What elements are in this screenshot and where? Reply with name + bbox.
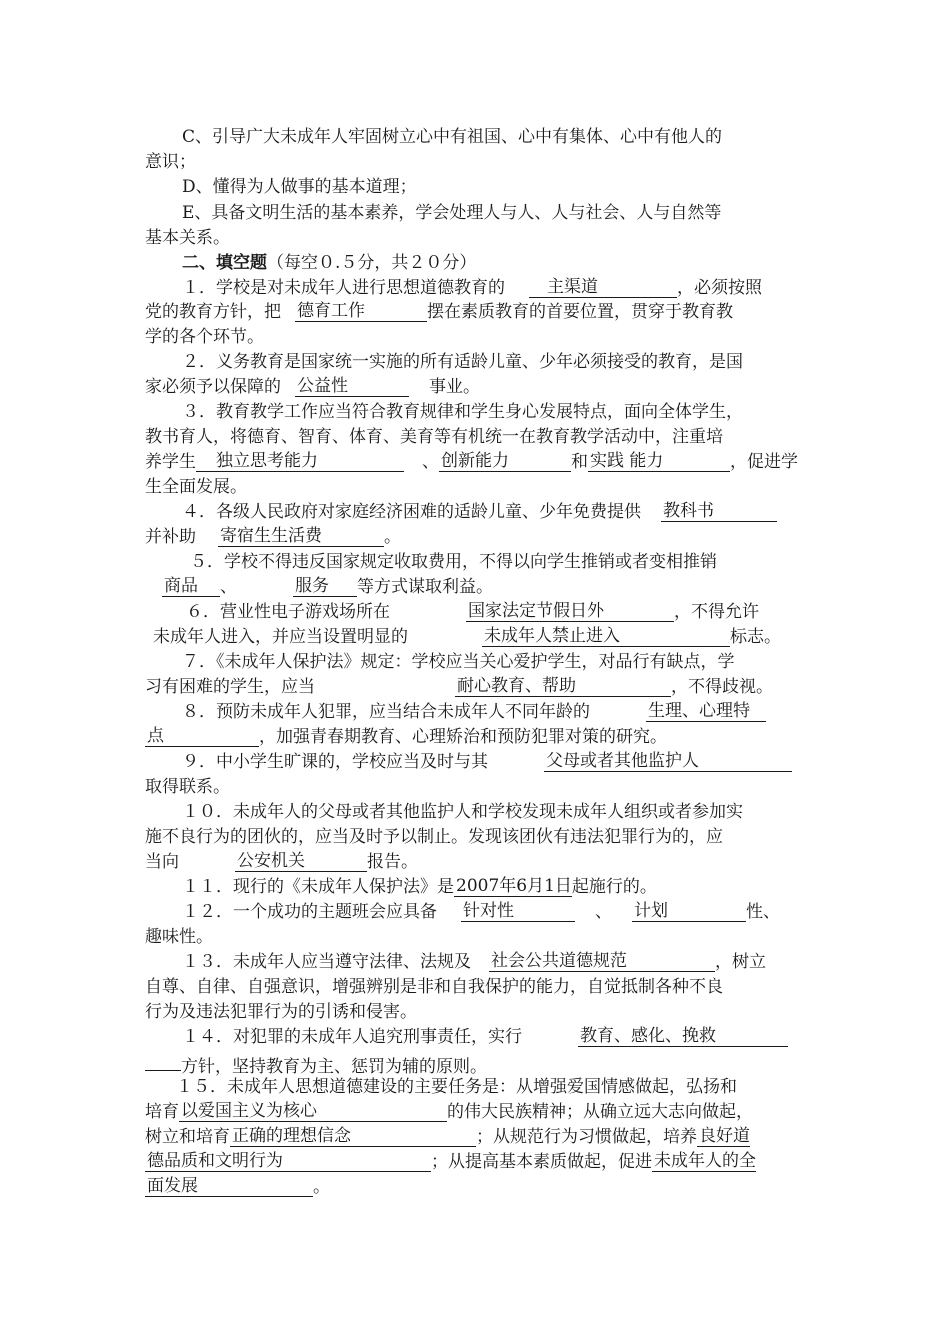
q10-line-3: 当向 公安机关 报告。 [145, 851, 418, 872]
q14-line-2: 方针，坚持教育为主、惩罚为辅的原则。 [145, 1050, 487, 1074]
q10-answer-1: 公安机关 [235, 851, 367, 872]
q6-answer-1: 国家法定节假日外 [466, 601, 674, 622]
q3-answer-2: 创新能力 [439, 451, 571, 472]
q15-answer-3b: 德品质和文明行为 [145, 1151, 431, 1172]
q15-answer-2: 正确的理想信念 [230, 1126, 476, 1147]
q2-answer-1: 公益性 [295, 376, 409, 397]
q1-answer-2: 德育工作 [295, 301, 427, 322]
q14-answer-1: 教育、感化、挽救 [578, 1026, 788, 1047]
q13-line-3: 行为及违法犯罪行为的引诱和侵害。 [145, 1002, 417, 1022]
q6-answer-2: 未成年人禁止进入 [482, 626, 730, 647]
q1-line-1: １．学校是对未成年人进行思想道德教育的 主渠道 ，必须按照 [182, 277, 762, 298]
q1-line-2: 党的教育方针，把 德育工作 摆在素质教育的首要位置，贯穿于教育教 [145, 301, 733, 322]
q7-line-2: 习有困难的学生，应当 耐心教育、帮助 ，不得歧视。 [145, 676, 773, 697]
q7-answer-1: 耐心教育、帮助 [455, 676, 671, 697]
q5-line-1: ５．学校不得违反国家规定收取费用，不得以向学生推销或者变相推销 [190, 552, 717, 572]
section-heading [182, 251, 476, 275]
q15-line-4: 德品质和文明行为 ；从提高基本素质做起，促进 未成年人的全 [147, 1151, 756, 1172]
q5-line-2: 商品 、 服务 等方式谋取利益。 [164, 576, 493, 597]
q15-answer-3a: 良好道 [699, 1126, 750, 1146]
section-scoring-note: （每空０.５分，共２０分） [267, 253, 477, 273]
q8-answer-1a: 生理、心理特 [646, 701, 766, 722]
q15-answer-1: 以爱国主义为核心 [179, 1101, 447, 1122]
q6-line-2: 未成年人进入，并应当设置明显的 未成年人禁止进入 标志。 [153, 626, 781, 647]
q4-line-2: 并补助 寄宿生生活费 。 [145, 526, 401, 547]
option-c-line-1: C、引导广大未成年人牢固树立心中有祖国、心中有集体、心中有他人的 [182, 127, 723, 147]
q2-line-2: 家必须予以保障的 公益性 事业。 [145, 376, 480, 397]
q10-line-1: １０．未成年人的父母或者其他监护人和学校发现未成年人组织或者参加实 [182, 802, 743, 822]
q7-line-1: ７．《未成年人保护法》规定：学校应当关心爱护学生，对品行有缺点，学 [182, 652, 735, 672]
q8-answer-1b: 点 [145, 726, 259, 747]
q3-answer-3: 实践 能力 [588, 451, 730, 472]
q5-answer-2: 服务 [293, 576, 357, 597]
q4-answer-2: 寄宿生生活费 [218, 526, 384, 547]
section-title: 二、填空题 [182, 253, 267, 273]
option-d: D、懂得为人做事的基本道理； [182, 177, 417, 197]
q14-answer-blank [145, 1050, 181, 1071]
q12-line-2: 趣味性。 [145, 927, 213, 947]
q9-answer-1: 父母或者其他监护人 [544, 751, 792, 772]
q12-answer-2: 计划 [632, 901, 746, 922]
q8-line-2: 点 ，加强青春期教育、心理矫治和预防犯罪对策的研究。 [147, 726, 667, 747]
q5-answer-1: 商品 [162, 576, 220, 597]
q3-answer-1: 独立思考能力 [196, 451, 404, 472]
q3-line-2: 教书育人，将德育、智育、体育、美育等有机统一在教育教学活动中，注重培 [145, 427, 723, 447]
q15-answer-4b: 面发展 [145, 1176, 313, 1197]
q8-line-1: ８．预防未成年人犯罪，应当结合未成年人不同年龄的 生理、心理特 [182, 700, 766, 724]
q13-line-2: 自尊、自律、自强意识，增强辨别是非和自我保护的能力，自觉抵制各种不良 [145, 977, 723, 997]
q6-line-1: ６．营业性电子游戏场所在 国家法定节假日外 ，不得允许 [186, 601, 759, 622]
q13-line-1: １３．未成年人应当遵守法律、法规及 社会公共道德规范 ，树立 [182, 951, 766, 972]
q13-answer-1: 社会公共道德规范 [489, 951, 715, 972]
q15-line-2: 培育 以爱国主义为核心 的伟大民族精神；从确立远大志向做起， [145, 1101, 753, 1122]
q11-line-1: １１．现行的《未成年人保护法》是 2007年6月1日起施行的。 [182, 876, 657, 897]
q11-answer-1: 2007年6月1日 [456, 876, 572, 896]
q15-line-1: １５．未成年人思想道德建设的主要任务是：从增强爱国情感做起，弘扬和 [176, 1077, 737, 1097]
q9-line-2: 取得联系。 [145, 777, 230, 797]
q12-answer-1: 针对性 [461, 901, 575, 922]
option-e-line-2: 基本关系。 [145, 228, 230, 248]
q4-line-1: ４．各级人民政府对家庭经济困难的适龄儿童、少年免费提供 教科书 [182, 500, 777, 524]
q3-line-1: ３．教育教学工作应当符合教育规律和学生身心发展特点，面向全体学生， [182, 402, 743, 422]
q1-answer-1: 主渠道 [529, 277, 677, 298]
q15-line-3: 树立和培育 正确的理想信念 ；从规范行为习惯做起，培养 良好道 [145, 1126, 750, 1147]
q12-line-1: １２．一个成功的主题班会应具备 针对性 、 计划 性、 [182, 901, 780, 922]
q9-line-1: ９．中小学生旷课的，学校应当及时与其 父母或者其他监护人 [182, 750, 792, 774]
option-e-line-1: E、具备文明生活的基本素养，学会处理人与人、人与社会、人与自然等 [182, 203, 722, 223]
q3-line-3: 养学生 独立思考能力 、 创新能力 和 实践 能力 ，促进学 [145, 451, 798, 472]
q3-line-4: 生全面发展。 [145, 477, 247, 497]
q15-answer-4a: 未成年人的全 [654, 1151, 756, 1171]
q15-line-5: 面发展 。 [147, 1176, 330, 1197]
option-c-line-2: 意识； [145, 152, 196, 172]
q2-line-1: ２．义务教育是国家统一实施的所有适龄儿童、少年必须接受的教育，是国 [182, 352, 743, 372]
q1-line-3: 学的各个环节。 [145, 327, 264, 347]
q10-line-2: 施不良行为的团伙的，应当及时予以制止。发现该团伙有违法犯罪行为的，应 [145, 827, 723, 847]
q14-line-1: １４．对犯罪的未成年人追究刑事责任，实行 教育、感化、挽救 [182, 1025, 788, 1049]
q4-answer-1: 教科书 [661, 501, 777, 522]
